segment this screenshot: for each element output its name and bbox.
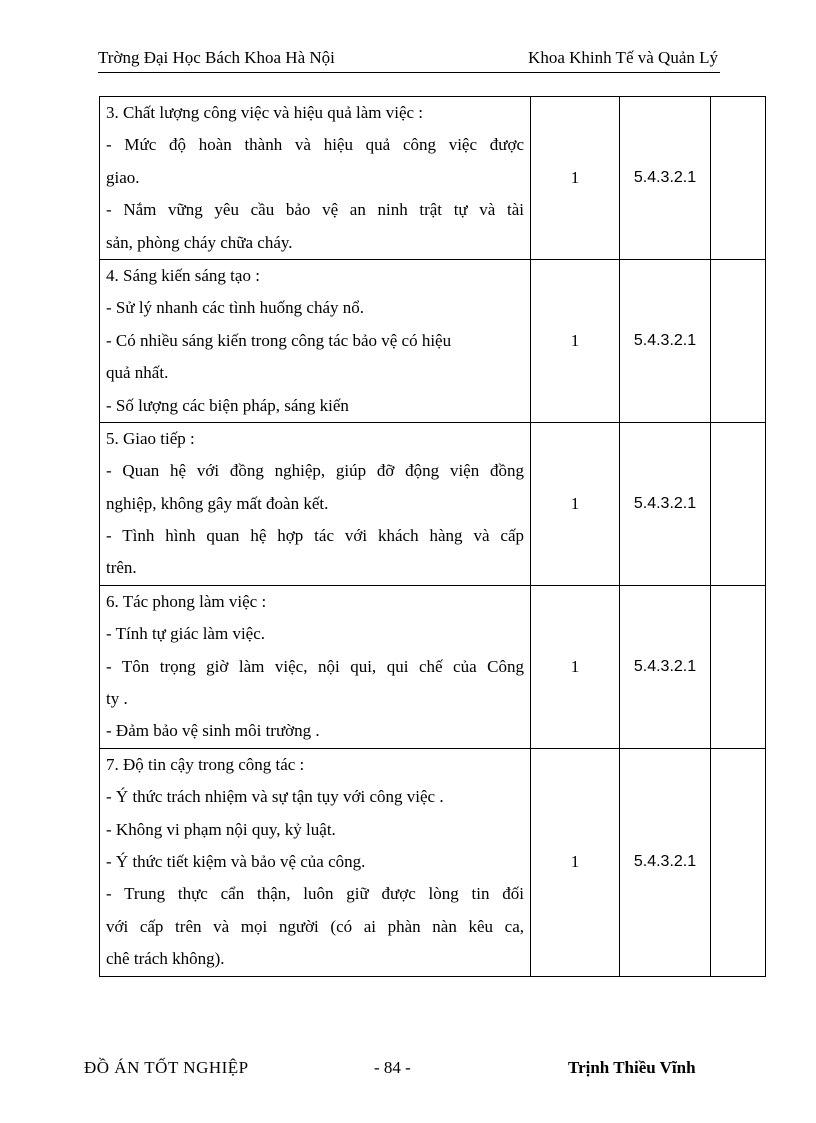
criterion-line: - Tôn trọng giờ làm việc, nội qui, qui chế của Công — [106, 656, 524, 676]
criterion-line: - Có nhiều sáng kiến trong công tác bảo vệ có hiệu — [106, 330, 452, 350]
criterion-line: 3. Chất lượng công việc và hiệu quả làm việc : — [106, 103, 424, 122]
criterion-line: - Ý thức trách nhiệm và sự tận tụy với công việc . — [106, 787, 444, 807]
criterion-line: - Không vi phạm nội quy, kỷ luật. — [106, 819, 336, 839]
criterion-description — [100, 259, 531, 422]
empty-cell — [711, 259, 766, 422]
criterion-code: 5.4.3.2.1 — [620, 585, 711, 748]
criterion-score: 1 — [531, 97, 620, 260]
criterion-line: 6. Tác phong làm việc : — [106, 591, 267, 611]
empty-cell — [711, 585, 766, 748]
page-footer — [84, 1058, 724, 1082]
criterion-code: 5.4.3.2.1 — [620, 259, 711, 422]
criterion-line: - Sử lý nhanh các tình huống cháy nổ. — [106, 298, 365, 318]
header-rule — [98, 72, 720, 73]
criterion-line: - Ý thức tiết kiệm và bảo vệ của công. — [106, 851, 366, 871]
criterion-line: 4. Sáng kiến sáng tạo : — [106, 265, 260, 285]
criterion-score: 1 — [531, 748, 620, 976]
criterion-line: - Đảm bảo vệ sinh môi trường . — [106, 721, 320, 741]
table-row — [100, 97, 766, 260]
empty-cell — [711, 748, 766, 976]
header-university: Trờng Đại Học Bách Khoa Hà Nội — [98, 48, 335, 67]
criterion-line: - Tính tự giác làm việc. — [106, 624, 266, 644]
page-header — [98, 48, 720, 72]
criterion-code: 5.4.3.2.1 — [620, 97, 711, 260]
criterion-code: 5.4.3.2.1 — [620, 422, 711, 585]
criterion-line: - Tình hình quan hệ hợp tác với khách hàng và cấp — [106, 526, 524, 546]
criterion-description — [100, 585, 531, 748]
criteria-table — [99, 96, 766, 977]
criterion-line: 7. Độ tin cậy trong công tác : — [106, 754, 305, 774]
criterion-line: sản, phòng cháy chữa cháy. — [106, 232, 293, 252]
criterion-line: - Trung thực cẩn thận, luôn giữ được lòng tin đối — [106, 884, 524, 904]
criterion-code: 5.4.3.2.1 — [620, 748, 711, 976]
table-row — [100, 259, 766, 422]
table-row — [100, 585, 766, 748]
empty-cell — [711, 97, 766, 260]
criterion-line: - Số lượng các biện pháp, sáng kiến — [106, 395, 349, 415]
criterion-description — [100, 748, 531, 976]
criterion-line: - Nắm vững yêu cầu bảo vệ an ninh trật tự và tài — [106, 200, 524, 220]
criterion-line: 5. Giao tiếp : — [106, 428, 195, 448]
criterion-line: giao. — [106, 167, 140, 187]
criterion-line: trên. — [106, 558, 137, 578]
criterion-score: 1 — [531, 259, 620, 422]
criterion-description — [100, 97, 531, 260]
table-row — [100, 422, 766, 585]
footer-author: Trịnh Thiều Vĩnh — [568, 1058, 696, 1077]
criterion-score: 1 — [531, 422, 620, 585]
criterion-line: quả nhất. — [106, 363, 169, 383]
footer-title: ĐỒ ÁN TỐT NGHIỆP — [84, 1058, 249, 1077]
table-row — [100, 748, 766, 976]
criterion-line: - Mức độ hoàn thành và hiệu quả công việc được — [106, 135, 524, 155]
empty-cell — [711, 422, 766, 585]
criterion-line: với cấp trên và mọi người (có ai phàn nàn kêu ca, — [106, 916, 524, 936]
criterion-score: 1 — [531, 585, 620, 748]
criterion-line: chê trách không). — [106, 949, 225, 969]
criterion-line: ty . — [106, 689, 128, 709]
page-number: - 84 - — [374, 1058, 411, 1077]
criterion-line: - Quan hệ với đồng nghiệp, giúp đỡ động viện đồng — [106, 461, 524, 481]
criterion-line: nghiệp, không gây mất đoàn kết. — [106, 493, 329, 513]
criterion-description — [100, 422, 531, 585]
header-faculty: Khoa Khinh Tế và Quản Lý — [528, 48, 718, 67]
